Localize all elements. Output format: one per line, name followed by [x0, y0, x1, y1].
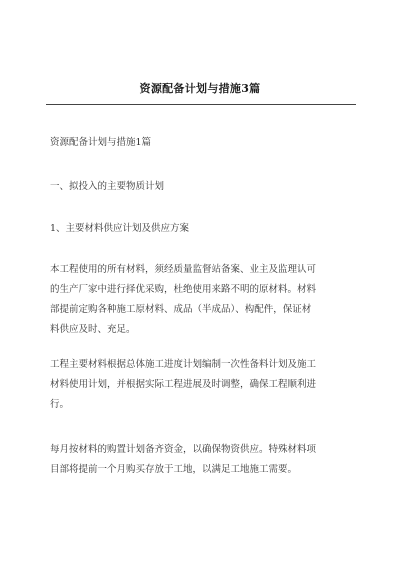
paragraph-line: 本工程使用的所有材料，须经质量监督站备案、业主及监理认可: [50, 264, 317, 275]
document-subtitle: 资源配备计划与措施1篇: [50, 137, 152, 148]
paragraph-line: 每月按材料的购置计划备齐资金，以确保物资供应。特殊材料项: [50, 444, 317, 455]
paragraph-line: 工程主要材料根据总体施工进度计划编制一次性备料计划及施工: [50, 359, 317, 370]
paragraph-line: 目部将提前一个月购买存放于工地，以满足工地施工需要。: [50, 464, 298, 475]
paragraph-line: 料供应及时、充足。: [50, 324, 136, 335]
paragraph-line: 材料使用计划，并根据实际工程进展及时调整，确保工程顺利进: [50, 379, 317, 390]
paragraph-materials-plan: [50, 355, 355, 415]
paragraph-line: 的生产厂家中进行择优采购，杜绝使用来路不明的原材料。材料: [50, 284, 317, 295]
paragraph-line: 行。: [50, 399, 70, 410]
paragraph-materials-procurement: [50, 260, 355, 340]
paragraph-funding: [50, 440, 355, 480]
subsection-heading: 1、主要材料供应计划及供应方案: [50, 223, 190, 234]
paragraph-line: 部提前定购各种施工原材料、成品（半成品）、构配件，保证材: [50, 304, 312, 315]
document-title: 资源配备计划与措施3篇: [139, 82, 261, 95]
title-divider: [46, 104, 356, 105]
section-heading: 一、拟投入的主要物质计划: [50, 181, 165, 192]
